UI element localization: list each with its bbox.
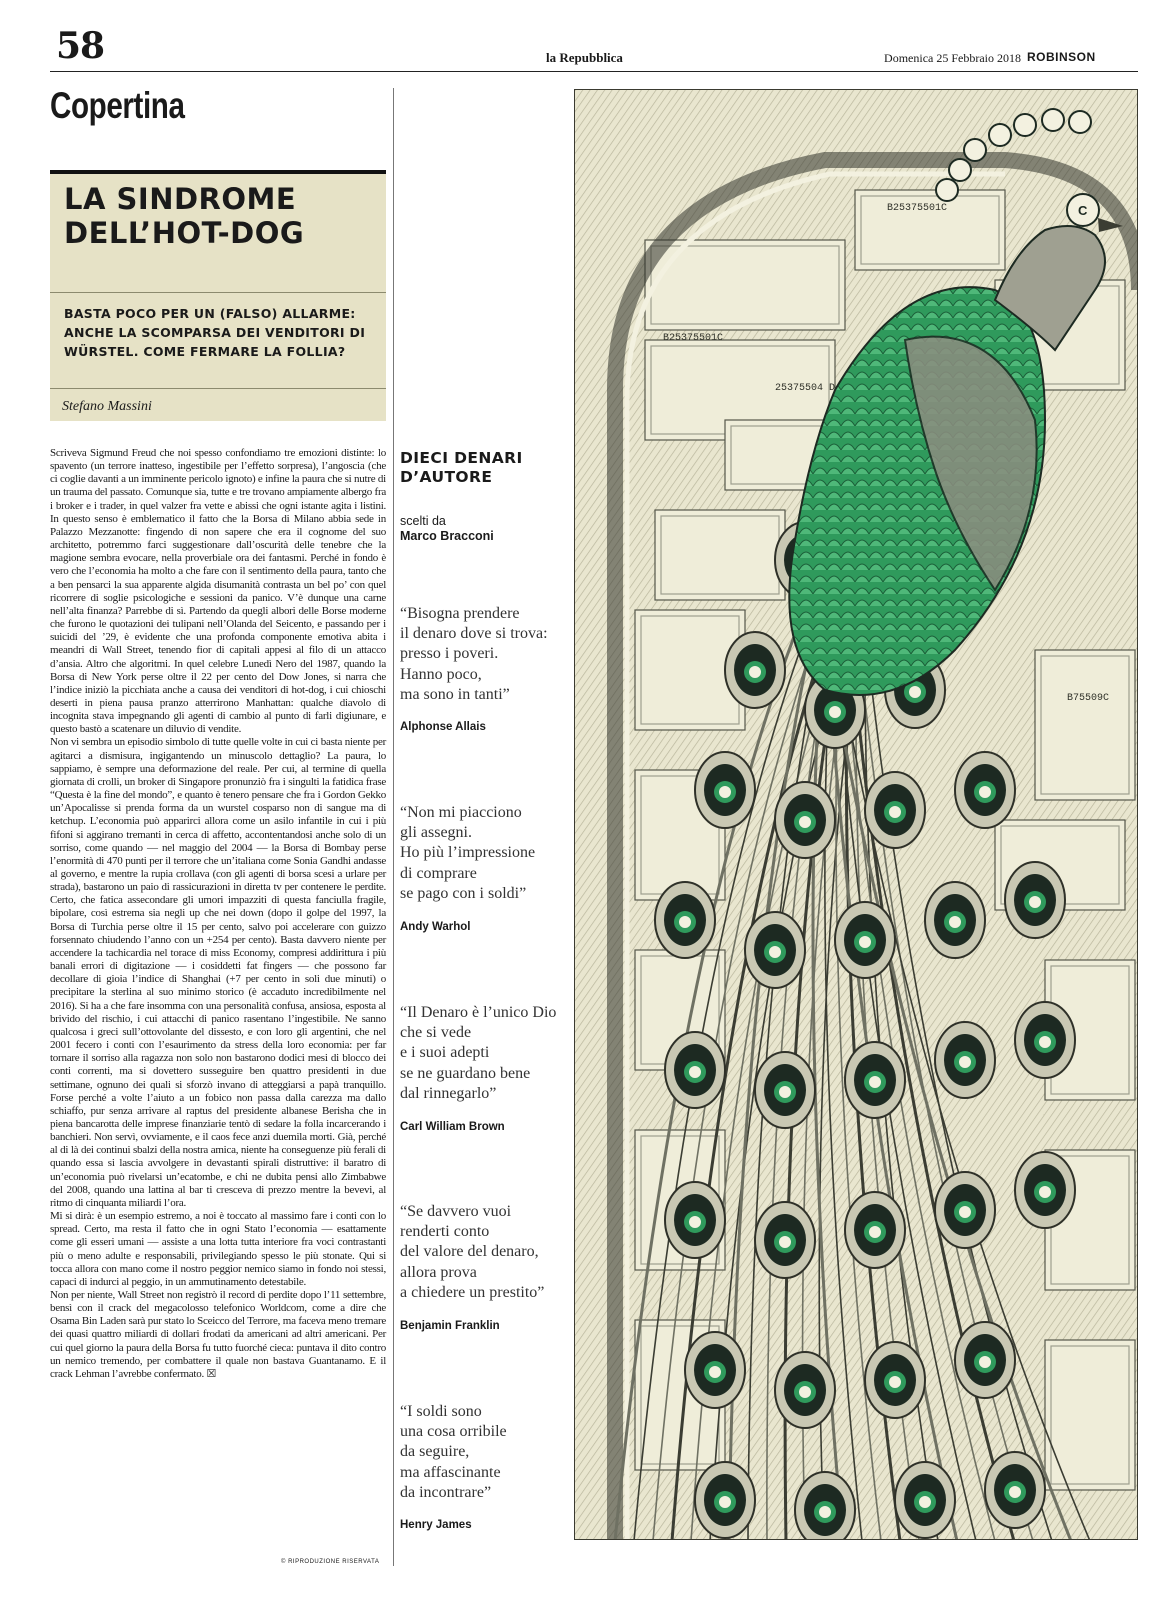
header-rule (50, 71, 1138, 72)
banknote-shape (1045, 1340, 1135, 1490)
quote-author: Andy Warhol (400, 921, 471, 934)
crest-coin (1014, 114, 1036, 136)
sidebar-credit (400, 514, 494, 544)
quote-line: di comprare (400, 864, 477, 882)
feather-eye (1015, 1002, 1075, 1078)
section-label: Copertina (50, 85, 185, 126)
feather-eye (845, 1192, 905, 1268)
feather-eye (665, 1032, 725, 1108)
subheadline: BASTA POCO PER UN (FALSO) ALLARME: ANCHE LA SCOMPARSA DEI VENDITORI DI WÜRSTEL. COME FERMARE LA FOLLIA? (64, 306, 366, 359)
feather-eye (925, 882, 985, 958)
quote-line: ma affascinante (400, 1463, 501, 1481)
feather-eye (665, 1182, 725, 1258)
feather-eye (755, 1202, 815, 1278)
feather-eye (1005, 862, 1065, 938)
svg-text:C: C (1078, 203, 1088, 218)
quote-block (400, 803, 565, 933)
crest-coin (1069, 111, 1091, 133)
article-paragraph: Mi si dirà: è un esempio estremo, a noi è toccato al massimo fare i conti con lo spread. Certo, ma resta il fatto che in ogni Stato l’economia — esattamente come gli esseri umani — assiste a una lotta tutta interiore fra voci contrastanti più o meno adulte e responsabili, privilegiando spesso le più stonate. Qui si tocca allora con mano come il nostro peggior nemico siamo in fondo noi stessi, capaci di indurci al peggio, in un ammutinamento detestabile. (50, 1210, 386, 1288)
quote-line: se pago con i soldi” (400, 884, 527, 902)
feather-eye (695, 752, 755, 828)
sidebar-title (400, 449, 523, 487)
copyright-notice: © RIPRODUZIONE RISERVATA (281, 1559, 380, 1565)
banknote-shape (855, 190, 1005, 270)
feather-eye (655, 882, 715, 958)
feather-eye (695, 1462, 755, 1538)
quote-text (400, 1003, 565, 1104)
title-rule-bottom (50, 388, 386, 389)
quote-author: Benjamin Franklin (400, 1320, 500, 1333)
quote-line: e i suoi adepti (400, 1044, 490, 1062)
article-paragraph: Scriveva Sigmund Freud che noi spesso confondiamo tre emozioni distinte: lo spavento (un terrore inatteso, ingestibile per l’effetto sorpresa), l’angoscia (che ci coglie davanti a un imminente pericolo ignoto) e infine la paura che si nutre di un trauma del passato. Comunque sia, tutte e tre trovano ampiamente albergo fra i broker e i trader, in quel valzer fra vette e abissi che ogni istante agita i listini. In questo senso è emblematico il fatto che la Borsa di Milano abbia sede in Palazzo Mezzanotte: fingendo di non sapere che era il cognome del suo architetto, potremmo farci suggestionare dall’oscurità delle tenebre che la magione sembra evocare, nella proverbiale ora dei fantasmi. Perché in fondo è vero che l’economia ha molto a che fare con il sentimento della paura, tanto che a ben pensarci la sua apparente algida disumanità contrasta un bel po’ con quel ricorrere di soglie psicologiche e sessioni da panico. V’è dunque una carne nell’alta finanza? Parrebbe di sì. Partendo da quegli albori delle Borse moderne che furono le quotazioni dei tulipani nell’Olanda del Seicento, e passando per i suicidi del ’29, è evidente che una profonda componente emotiva abita i meandri di Wall Street, tenendo fior di capitali appesi al filo di un attacco d’ansia. Altro che algoritmi. In quel celebre Lunedì Nero del 1987, quando la Borsa di New York perse oltre il 22 per cento del Dow Jones, si narra che l’indice iniziò la picchiata anche a causa dei venditori di hot-dog, i cui chioschi deserti in piena pausa pranzo atterrirono Manhattan: qualche diavolo di incognita stava impegnando gli agenti di cambio al punto di farli digiunare, e questo bastò a scatenare un diluvio di vendite. (50, 447, 386, 736)
sidebar-title-line: DIECI DENARI (400, 449, 523, 467)
quote-line: se ne guardano bene (400, 1064, 531, 1082)
banknote-serial: B25375501C (663, 333, 724, 344)
banknote-serial: B25375501C (887, 203, 948, 214)
feather-eye (985, 1452, 1045, 1528)
quote-line: “Il Denaro è l’unico Dio (400, 1004, 557, 1021)
quote-line: “Se davvero vuoi (400, 1203, 512, 1220)
article-paragraph: Non per niente, Wall Street non registrò il record di perdite dopo l’11 settembre, bensì con il crack del megacolosso telefonico Worldcom, come a dire che Osama Bin Laden sarà pur stato lo Sceicco del Terrore, ma faceva meno tremare dei quasi quattro miliardi di dollari frodati da americani ad altri americani. Per cui quel giorno la paura della Borsa fu tutto fuorché cieca: puntava il dito contro un nemico tremendo, per combattere il quale non bastava Guantanamo. E il crack Lehman l’avrebbe confermato. ☒ (50, 1289, 386, 1380)
feather-eye (955, 752, 1015, 828)
quote-line: a chiedere un prestito” (400, 1283, 545, 1301)
credit-prefix: scelti da (400, 514, 446, 528)
feather-eye (795, 1472, 855, 1540)
title-rule-top (50, 292, 386, 293)
feather-eye (835, 902, 895, 978)
quote-line: renderti conto (400, 1223, 490, 1241)
quote-line: da incontrare” (400, 1483, 492, 1501)
quote-line: Hanno poco, (400, 665, 482, 683)
crest-coin (1042, 109, 1064, 131)
quote-block (400, 1402, 565, 1531)
sidebar-title-line: D’AUTORE (400, 468, 493, 486)
feather-eye (935, 1022, 995, 1098)
supplement-name: ROBINSON (1027, 50, 1096, 64)
issue-date: Domenica 25 Febbraio 2018 (884, 51, 1021, 65)
quote-text (400, 1202, 565, 1303)
curator-name: Marco Bracconi (400, 529, 494, 543)
feather-eye (725, 632, 785, 708)
feather-eye (745, 912, 805, 988)
headline: LA SINDROME DELL’HOT-DOG (64, 182, 305, 250)
banknote-shape (1035, 650, 1135, 800)
quote-author: Henry James (400, 1519, 472, 1532)
quote-block (400, 604, 565, 733)
banknote-serial: B75509C (1067, 693, 1110, 704)
quote-line: gli assegni. (400, 824, 472, 842)
quote-line: dal rinnegarlo” (400, 1084, 497, 1102)
crest-coin (936, 179, 958, 201)
quote-line: Ho più l’impressione (400, 844, 536, 862)
crest-coin (964, 139, 986, 161)
quote-line: “Non mi piacciono (400, 804, 522, 821)
peacock-illustration (575, 90, 1138, 1540)
feather-eye (845, 1042, 905, 1118)
quote-block (400, 1003, 565, 1133)
quote-line: presso i poveri. (400, 645, 499, 663)
quote-line: che si vede (400, 1024, 472, 1042)
feather-eye (755, 1052, 815, 1128)
page-number: 58 (56, 25, 105, 67)
quote-block (400, 1202, 565, 1332)
banknote-shape (655, 510, 785, 600)
feather-eye (895, 1462, 955, 1538)
feather-eye (685, 1332, 745, 1408)
article-paragraph: Non vi sembra un episodio simbolo di tutte quelle volte in cui ci basta niente per agitarci a dismisura, ingigantendo un minuscolo dettaglio? La paura, lo sappiamo, è sempre una deformazione del reale. Per cui, al termine di quella giornata di crolli, un broker di Singapore pronunziò fra i singulti la fatidica frase “Questa è la fine del mondo”, e quanto è tenero pensare che fra i Gordon Gekko un’Apocalisse si prenda forma da un wurstel cosparso non di sangue ma di ketchup. L’economia può apparirci allora come un asilo infantile in cui i più fifoni si aggirano tremanti in cerca di affetto, accontentandosi anche solo di un sorriso, come quando — nel maggio del 2004 — la Borsa di Bombay perse l’enormità di 470 punti per il terrore che un’italiana come Sonia Gandhi andasse al governo, e mentre la rupia crollava (con gli agenti di borsa scesi a urlare per strada), bastarono un paio di rassicurazioni in diretta tv per contenere le perdite. Certo, che fatica assecondare gli umori impazziti di questa fanciulla fragile, bipolare, così estrema sia negli up che nei down (dopo il golpe del 1997, la Borsa di Turchia perse oltre il 15 per cento, salvo poi accelerare con guizzo forsennato chiudendo l’anno con un +254 per cento). Basta davvero niente per accendere la tachicardia nel torace di miss Economy, compresi addirittura i più banali errori di digitazione — i cosiddetti fat fingers — che possono far decollare di gioia l’indice di Shanghai (+7 per cento in soli due minuti) o precipitare la sterlina al suo minimo storico (è accaduto incredibilmente nel 2016). Si ha a che fare insomma con una personalità confusa, ansiosa, esposta al brivido del rischio, i cui attacchi di panico rasentano l’ingestibile. Ne sanno qualcosa i greci sull’ottovolante del dissesto, e con loro gli argentini, che nel 2001 fecero i conti con l’esaurimento da stress della loro economia: per far tornare il sorriso alla ragazza non solo non bastarono dodici mesi di blocco dei conti correnti, ma si dovettero susseguire ben quattro presidenti in due settimane, ognuno dei quali si sforzò invano di atteggiarsi a papà tranquillo. Forse perché a volte l’aiuto a un fobico non passa dalla carezza ma dallo schiaffo, pur senza arrivare al raptus del presidente albanese Berisha che in piena bancarotta delle imprese finanziarie tentò di sedare la folla incarcerando i banchieri. Non servì, ovviamente, e il caos fece anzi duemila morti. Già, perché al di là dei continui sbalzi della nostra amica, niente ha conseguenze più ferali di quando essa si lascia avvolgere in devastanti spirali distruttive: il baratro di un’economia può rivelarsi un’ecatombe, e chi ne dubita pensi allo Zimbabwe del 2008, quando una lattina al bar ti cresceva di prezzo mentre la bevevi, al ritmo di cinquanta miliardi l’ora. (50, 736, 386, 1209)
quote-line: “Bisogna prendere (400, 605, 520, 622)
quote-line: il denaro dove si trova: (400, 625, 548, 643)
title-box (50, 170, 386, 421)
quote-text (400, 1402, 565, 1503)
quote-text (400, 604, 565, 705)
crest-coin (989, 124, 1011, 146)
banknote-serial: 25375504 D (775, 383, 836, 394)
feather-eye (865, 772, 925, 848)
article-body (50, 447, 386, 1381)
quote-author: Carl William Brown (400, 1121, 505, 1134)
quote-line: del valore del denaro, (400, 1243, 539, 1261)
feather-eye (775, 1352, 835, 1428)
feather-eye (775, 782, 835, 858)
quote-line: “I soldi sono (400, 1403, 482, 1420)
quote-line: da seguire, (400, 1443, 470, 1461)
quote-text (400, 803, 565, 904)
feather-eye (935, 1172, 995, 1248)
column-divider (393, 88, 394, 1566)
peacock-banknote-artwork (574, 89, 1138, 1540)
byline: Stefano Massini (62, 399, 152, 414)
quote-author: Alphonse Allais (400, 721, 486, 734)
crest-coin (949, 159, 971, 181)
quote-line: ma sono in tanti” (400, 685, 510, 703)
quote-line: una cosa orribile (400, 1423, 507, 1441)
quote-line: allora prova (400, 1263, 477, 1281)
feather-eye (865, 1342, 925, 1418)
feather-eye (955, 1322, 1015, 1398)
feather-eye (1015, 1152, 1075, 1228)
masthead: la Repubblica (546, 50, 623, 65)
